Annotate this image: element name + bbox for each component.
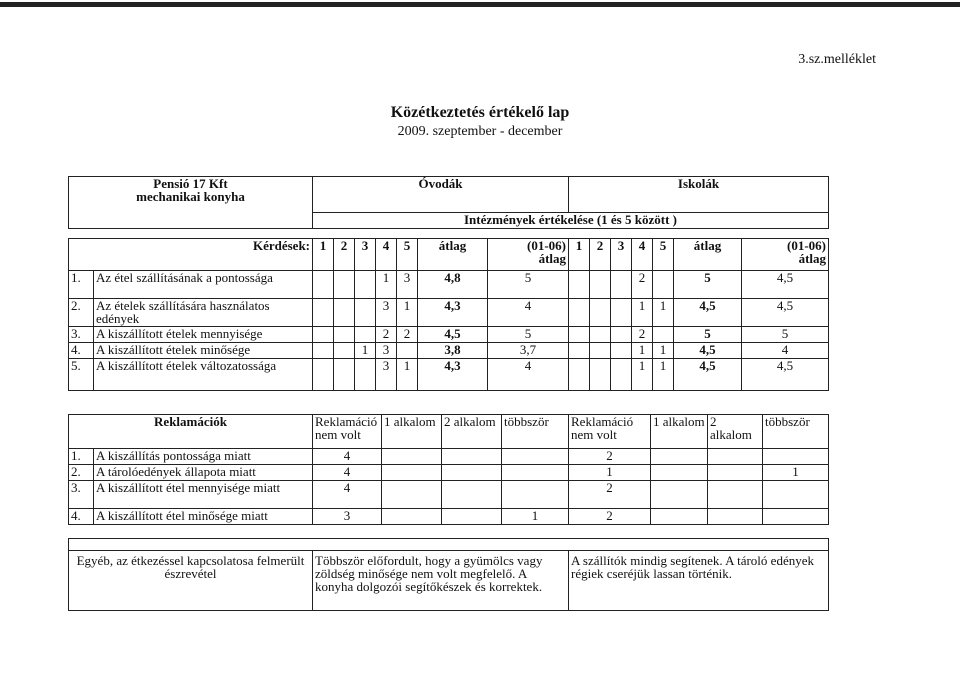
- school-score-count: 1: [653, 299, 674, 327]
- school-score-count: 2: [632, 271, 653, 299]
- average-header: átlag: [674, 239, 742, 271]
- question-row: [69, 299, 829, 327]
- kindergarten-previous-average: 3,7: [488, 343, 569, 359]
- kindergarten-score-count: 2: [376, 327, 397, 343]
- complaint-col-none: Reklamáció nem volt: [313, 415, 382, 449]
- complaint-col-twice: 2 alkalom: [708, 415, 763, 449]
- kindergarten-score-count: 1: [355, 343, 376, 359]
- document-subtitle: 2009. szeptember - december: [397, 124, 563, 139]
- kindergartens-header: Óvodák: [313, 177, 569, 213]
- complaint-number: 3.: [69, 481, 94, 509]
- scale-header: 5: [397, 239, 418, 271]
- kindergarten-score-count: [334, 327, 355, 343]
- kindergarten-score-count: 3: [376, 299, 397, 327]
- kindergarten-complaint-count: [502, 449, 569, 465]
- complaint-row: [69, 481, 829, 509]
- kindergarten-score-count: [313, 299, 334, 327]
- kindergarten-score-count: [355, 299, 376, 327]
- kindergarten-score-count: [334, 299, 355, 327]
- school-score-count: [611, 359, 632, 391]
- document-title: Közétkeztetés értékelő lap: [390, 104, 570, 121]
- school-score-count: [590, 359, 611, 391]
- school-score-count: 1: [653, 343, 674, 359]
- complaint-col-once: 1 alkalom: [651, 415, 708, 449]
- school-average: 4,5: [674, 343, 742, 359]
- kindergarten-previous-average: 4: [488, 359, 569, 391]
- scale-header: 1: [569, 239, 590, 271]
- school-complaint-count: [651, 509, 708, 525]
- provider-name: Pensió 17 Kft: [153, 176, 228, 191]
- school-score-count: 1: [632, 359, 653, 391]
- school-complaint-count: 2: [569, 509, 651, 525]
- school-complaint-count: [651, 465, 708, 481]
- remarks-spacer: [69, 539, 829, 551]
- kindergarten-score-count: [355, 327, 376, 343]
- question-text: Az ételek szállítására használatos edények: [94, 299, 313, 327]
- school-previous-average: 4: [742, 343, 829, 359]
- school-score-count: [569, 343, 590, 359]
- kindergarten-average: 4,8: [418, 271, 488, 299]
- complaint-text: A kiszállított étel mennyisége miatt: [94, 481, 313, 509]
- school-score-count: [611, 327, 632, 343]
- previous-average-period: (01-06): [787, 238, 827, 253]
- kindergarten-average: 4,3: [418, 299, 488, 327]
- school-complaint-count: [708, 449, 763, 465]
- kindergarten-score-count: [334, 271, 355, 299]
- school-score-count: [569, 271, 590, 299]
- complaints-label: Reklamációk: [69, 415, 313, 449]
- school-score-count: [611, 343, 632, 359]
- school-previous-average: 4,5: [742, 271, 829, 299]
- school-score-count: 1: [632, 343, 653, 359]
- kindergarten-previous-average: 5: [488, 271, 569, 299]
- complaint-col-none: Reklamáció nem volt: [569, 415, 651, 449]
- question-number: 5.: [69, 359, 94, 391]
- kindergarten-complaint-count: 1: [502, 509, 569, 525]
- remarks-table: [68, 538, 829, 611]
- kindergarten-average: 3,8: [418, 343, 488, 359]
- kindergarten-complaint-count: [442, 465, 502, 481]
- average-header: átlag: [418, 239, 488, 271]
- question-text: A kiszállított ételek minősége: [94, 343, 313, 359]
- complaint-number: 1.: [69, 449, 94, 465]
- school-average: 5: [674, 271, 742, 299]
- kindergarten-score-count: [355, 359, 376, 391]
- school-score-count: [569, 359, 590, 391]
- school-previous-average: 5: [742, 327, 829, 343]
- remarks-label: Egyéb, az étkezéssel kapcsolatosa felmerült észrevétel: [69, 551, 313, 611]
- remarks-kindergartens: Többször előfordult, hogy a gyümölcs vagy zöldség minősége nem volt megfelelő. A konyha dolgozói segítőkészek és korrektek.: [313, 551, 569, 611]
- school-complaint-count: 1: [763, 465, 829, 481]
- school-complaint-count: 1: [569, 465, 651, 481]
- kindergarten-complaint-count: [442, 481, 502, 509]
- question-text: A kiszállított ételek mennyisége: [94, 327, 313, 343]
- complaint-number: 4.: [69, 509, 94, 525]
- school-average: 4,5: [674, 299, 742, 327]
- scale-header: 2: [590, 239, 611, 271]
- question-row: [69, 343, 829, 359]
- remarks-schools: A szállítók mindig segítenek. A tároló edények régiek cseréjük lassan történik.: [569, 551, 829, 611]
- kindergarten-score-count: [334, 343, 355, 359]
- complaint-row: [69, 509, 829, 525]
- question-row: [69, 271, 829, 299]
- kindergarten-complaint-count: [442, 509, 502, 525]
- school-score-count: 1: [653, 359, 674, 391]
- complaint-text: A kiszállított étel minősége miatt: [94, 509, 313, 525]
- school-complaint-count: [763, 509, 829, 525]
- kindergarten-score-count: 1: [376, 271, 397, 299]
- complaint-number: 2.: [69, 465, 94, 481]
- complaints-table: [68, 414, 829, 525]
- provider-kitchen: mechanikai konyha: [136, 189, 245, 204]
- school-score-count: [653, 327, 674, 343]
- scale-header: 4: [376, 239, 397, 271]
- question-row: [69, 327, 829, 343]
- school-score-count: [590, 271, 611, 299]
- previous-average-label: átlag: [798, 251, 827, 266]
- previous-average-header: [488, 239, 569, 271]
- school-complaint-count: [708, 481, 763, 509]
- kindergarten-complaint-count: [382, 449, 442, 465]
- schools-header: Iskolák: [569, 177, 829, 213]
- kindergarten-average: 4,5: [418, 327, 488, 343]
- school-complaint-count: [651, 481, 708, 509]
- kindergarten-score-count: [313, 327, 334, 343]
- school-complaint-count: [763, 481, 829, 509]
- school-complaint-count: [763, 449, 829, 465]
- school-previous-average: 4,5: [742, 299, 829, 327]
- kindergarten-score-count: 1: [397, 299, 418, 327]
- kindergarten-score-count: [313, 359, 334, 391]
- previous-average-period: (01-06): [527, 238, 567, 253]
- questions-label: Kérdések:: [69, 239, 313, 271]
- provider-cell: [69, 177, 313, 229]
- kindergarten-score-count: 1: [397, 359, 418, 391]
- question-number: 3.: [69, 327, 94, 343]
- kindergarten-complaint-count: [502, 481, 569, 509]
- school-score-count: [590, 299, 611, 327]
- header-table: [68, 176, 829, 229]
- questions-table: [68, 238, 829, 391]
- kindergarten-score-count: [313, 271, 334, 299]
- complaint-col-often: többször: [502, 415, 569, 449]
- previous-average-header: [742, 239, 829, 271]
- kindergarten-average: 4,3: [418, 359, 488, 391]
- school-complaint-count: [708, 465, 763, 481]
- school-complaint-count: [651, 449, 708, 465]
- school-complaint-count: 2: [569, 449, 651, 465]
- school-score-count: [590, 327, 611, 343]
- kindergarten-score-count: 2: [397, 327, 418, 343]
- kindergarten-complaint-count: 3: [313, 509, 382, 525]
- kindergarten-score-count: [313, 343, 334, 359]
- school-score-count: [653, 271, 674, 299]
- kindergarten-score-count: [397, 343, 418, 359]
- scale-header: 2: [334, 239, 355, 271]
- complaint-col-once: 1 alkalom: [382, 415, 442, 449]
- school-score-count: [569, 327, 590, 343]
- complaint-col-often: többször: [763, 415, 829, 449]
- school-complaint-count: 2: [569, 481, 651, 509]
- scale-header: 4: [632, 239, 653, 271]
- school-score-count: 1: [632, 299, 653, 327]
- school-score-count: [611, 271, 632, 299]
- school-complaint-count: [708, 509, 763, 525]
- kindergarten-complaint-count: 4: [313, 465, 382, 481]
- kindergarten-previous-average: 4: [488, 299, 569, 327]
- previous-average-label: átlag: [538, 251, 567, 266]
- complaints-header-row: [69, 415, 829, 449]
- kindergarten-score-count: [334, 359, 355, 391]
- school-previous-average: 4,5: [742, 359, 829, 391]
- kindergarten-score-count: 3: [376, 343, 397, 359]
- question-row: [69, 359, 829, 391]
- rating-note: Intézmények értékelése (1 és 5 között ): [313, 213, 829, 229]
- complaint-text: A kiszállítás pontossága miatt: [94, 449, 313, 465]
- complaint-row: [69, 449, 829, 465]
- kindergarten-complaint-count: [442, 449, 502, 465]
- school-score-count: [569, 299, 590, 327]
- school-average: 5: [674, 327, 742, 343]
- complaint-text: A tárolóedények állapota miatt: [94, 465, 313, 481]
- kindergarten-complaint-count: [382, 509, 442, 525]
- school-score-count: [611, 299, 632, 327]
- kindergarten-score-count: 3: [397, 271, 418, 299]
- top-border-line: [0, 2, 960, 7]
- question-text: Az étel szállításának a pontossága: [94, 271, 313, 299]
- kindergarten-complaint-count: [382, 465, 442, 481]
- kindergarten-complaint-count: [382, 481, 442, 509]
- kindergarten-complaint-count: [502, 465, 569, 481]
- complaint-col-twice: 2 alkalom: [442, 415, 502, 449]
- annex-label: 3.sz.melléklet: [798, 52, 876, 67]
- question-number: 2.: [69, 299, 94, 327]
- kindergarten-previous-average: 5: [488, 327, 569, 343]
- kindergarten-score-count: [355, 271, 376, 299]
- kindergarten-score-count: 3: [376, 359, 397, 391]
- kindergarten-complaint-count: 4: [313, 481, 382, 509]
- question-number: 4.: [69, 343, 94, 359]
- scale-header: 5: [653, 239, 674, 271]
- scale-header: 3: [355, 239, 376, 271]
- school-average: 4,5: [674, 359, 742, 391]
- questions-header-row: [69, 239, 829, 271]
- kindergarten-complaint-count: 4: [313, 449, 382, 465]
- question-text: A kiszállított ételek változatossága: [94, 359, 313, 391]
- scale-header: 1: [313, 239, 334, 271]
- school-score-count: [590, 343, 611, 359]
- school-score-count: 2: [632, 327, 653, 343]
- complaint-row: [69, 465, 829, 481]
- question-number: 1.: [69, 271, 94, 299]
- scale-header: 3: [611, 239, 632, 271]
